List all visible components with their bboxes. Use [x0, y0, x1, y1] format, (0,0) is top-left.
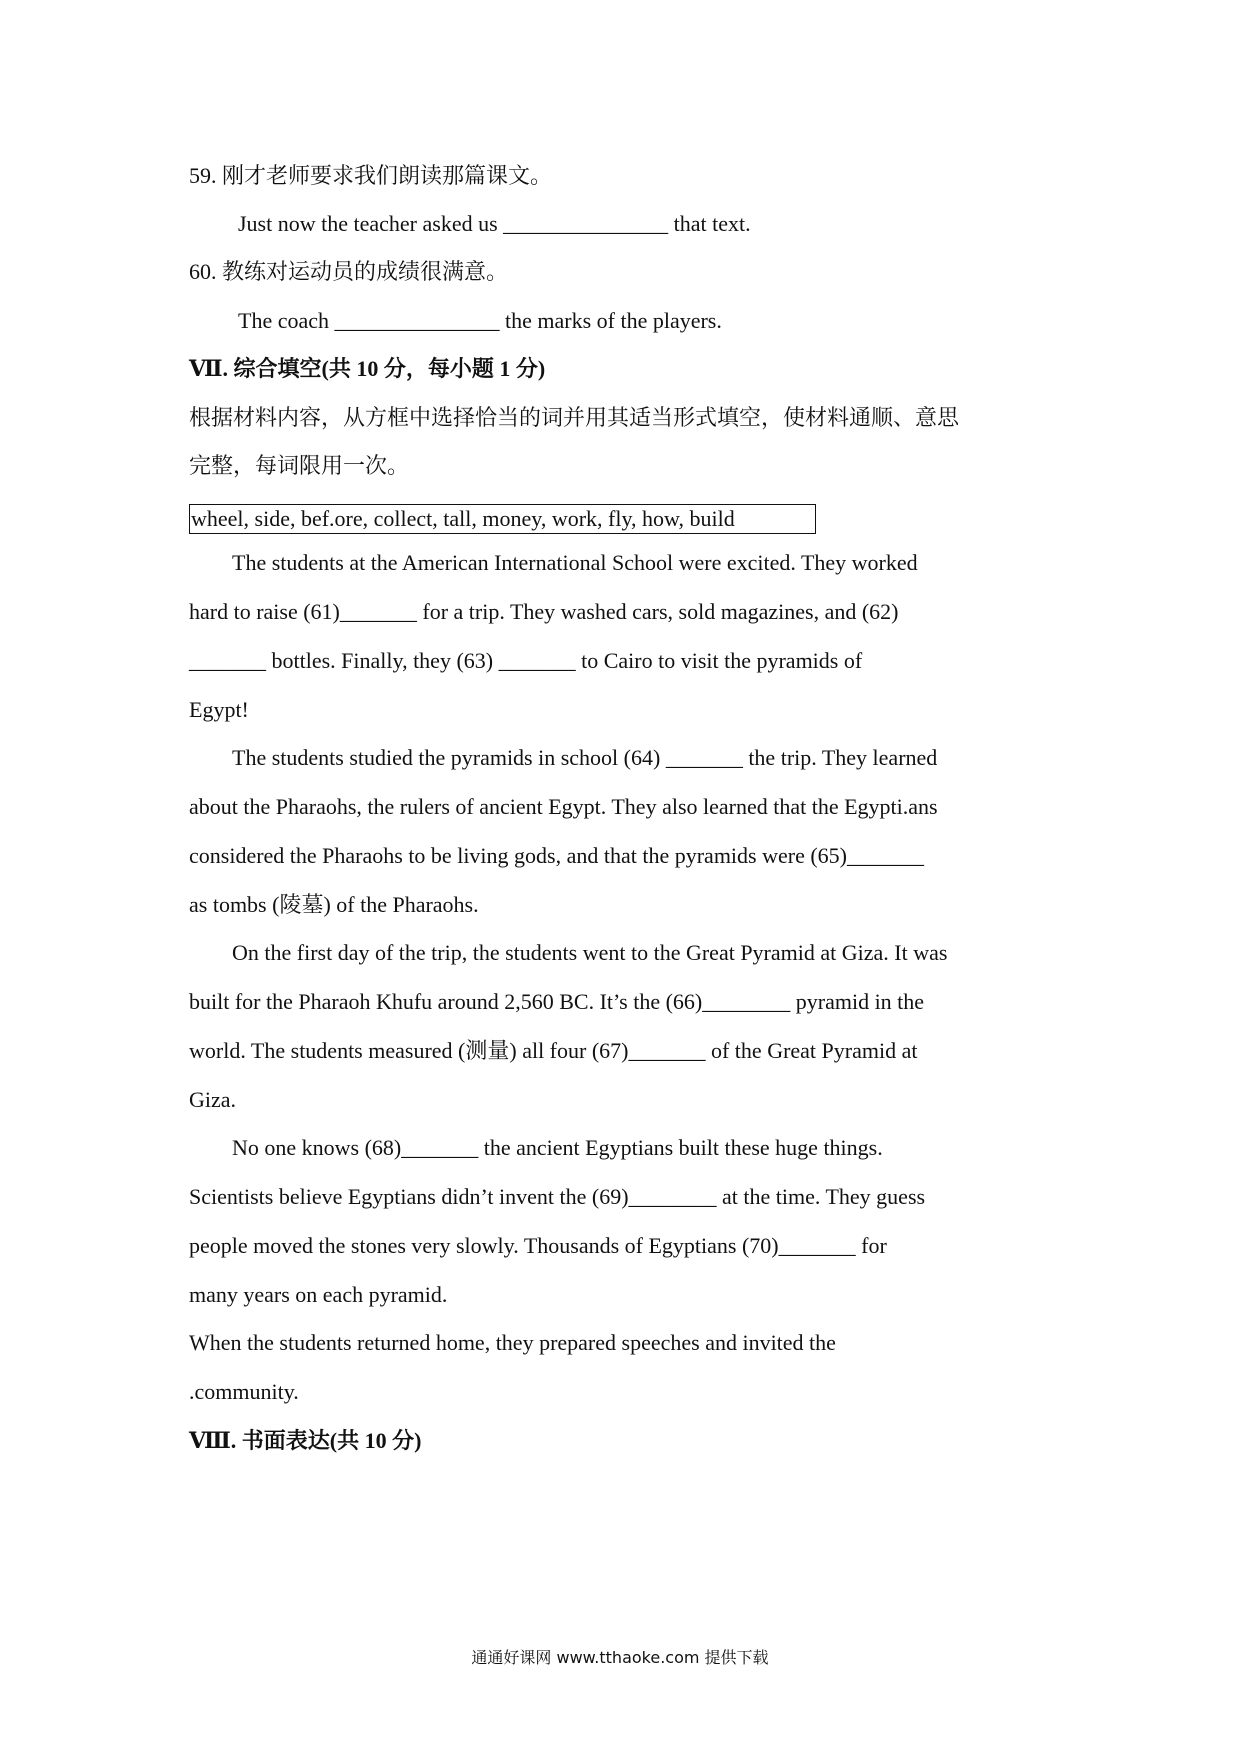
passage-line: considered the Pharaohs to be living gods, and that the pyramids were (65)_______ — [189, 843, 925, 868]
passage-line: about the Pharaohs, the rulers of ancient Egypt. They also learned that the Egypti.ans — [189, 794, 938, 819]
passage-line: Giza. — [189, 1087, 237, 1112]
section-7-instructions-line-1: 根据材料内容，从方框中选择恰当的词并用其适当形式填空，使材料通顺、意思 — [189, 405, 960, 430]
q59-english: Just now the teacher asked us _______________ that text. — [238, 211, 751, 236]
passage-line: Scientists believe Egyptians didn’t invent the (69)________ at the time. They guess — [189, 1184, 926, 1209]
section-7-heading: Ⅶ. 综合填空(共 10 分，每小题 1 分) — [189, 356, 546, 381]
word-bank-box: wheel, side, bef.ore, collect, tall, money, work, fly, how, build — [189, 504, 816, 534]
passage-line: .community. — [189, 1379, 299, 1404]
passage-line: _______ bottles. Finally, they (63) _______ to Cairo to visit the pyramids of — [189, 648, 863, 673]
passage-line: The students at the American International School were excited. They worked — [232, 550, 918, 575]
passage-line: people moved the stones very slowly. Thousands of Egyptians (70)_______ for — [189, 1233, 887, 1258]
passage-line: world. The students measured (测量) all four (67)_______ of the Great Pyramid at — [189, 1038, 918, 1063]
passage-line: Egypt! — [189, 697, 249, 722]
passage-line: When the students returned home, they prepared speeches and invited the — [189, 1330, 836, 1355]
page-footer: 通通好课网 www.tthaoke.com 提供下载 — [471, 1648, 769, 1667]
passage-line: hard to raise (61)_______ for a trip. They washed cars, sold magazines, and (62) — [189, 599, 899, 624]
q60-chinese: 60. 教练对运动员的成绩很满意。 — [189, 259, 509, 284]
passage-line: many years on each pyramid. — [189, 1282, 448, 1307]
q60-english: The coach _______________ the marks of the players. — [238, 308, 722, 333]
section-7-instructions-line-2: 完整，每词限用一次。 — [189, 453, 410, 478]
passage-line: The students studied the pyramids in school (64) _______ the trip. They learned — [232, 745, 938, 770]
q59-chinese: 59. 刚才老师要求我们朗读那篇课文。 — [189, 163, 553, 188]
section-8-heading: Ⅷ. 书面表达(共 10 分) — [189, 1428, 422, 1453]
passage-line: built for the Pharaoh Khufu around 2,560 BC. It’s the (66)________ pyramid in the — [189, 989, 925, 1014]
passage-line: as tombs (陵墓) of the Pharaohs. — [189, 892, 479, 917]
passage-line: On the first day of the trip, the students went to the Great Pyramid at Giza. It was — [232, 940, 948, 965]
passage-line: No one knows (68)_______ the ancient Egyptians built these huge things. — [232, 1135, 883, 1160]
